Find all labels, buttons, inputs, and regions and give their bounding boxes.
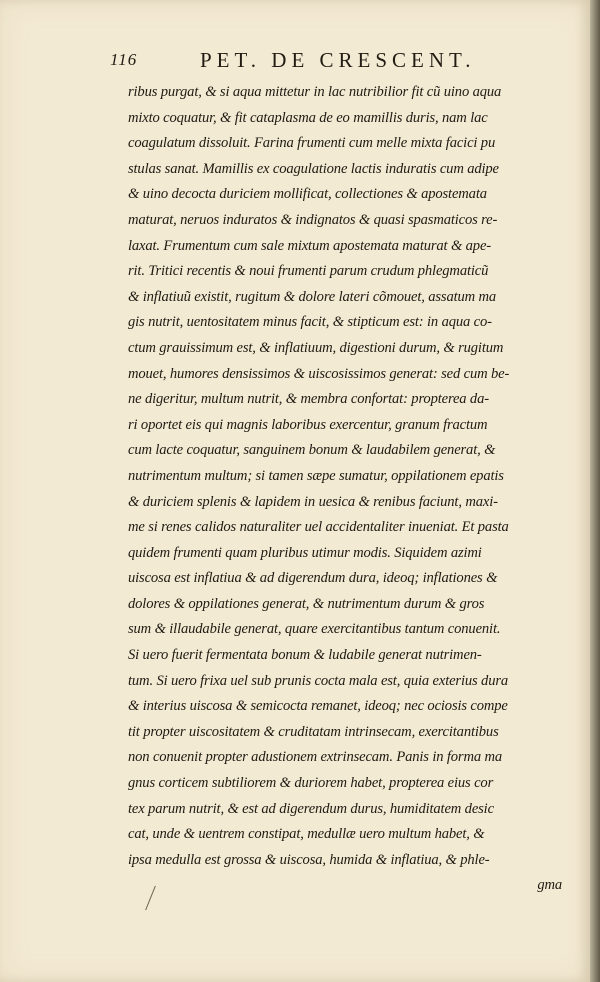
- text-line: gnus corticem subtiliorem & duriorem habet, propterea eius cor: [128, 775, 494, 792]
- text-line: & interius uiscosa & semicocta remanet, ideoq; nec ociosis compe: [128, 698, 508, 715]
- folio-number: 116: [110, 50, 138, 69]
- text-line: ri oportet eis qui magnis laboribus exercentur, granum fractum: [128, 416, 488, 433]
- text-line: ipsa medulla est grossa & uiscosa, humida & inflatiua, & phle-: [128, 851, 490, 868]
- text-line: & duriciem splenis & lapidem in uesica & renibus faciunt, maxi-: [128, 493, 498, 510]
- text-line: stulas sanat. Mamillis ex coagulatione lactis induratis cum adipe: [128, 160, 499, 177]
- text-line: tum. Si uero frixa uel sub prunis cocta mala est, quia exterius dura: [128, 672, 509, 689]
- text-line: gis nutrit, uentositatem minus facit, & stipticum est: in aqua co-: [128, 314, 492, 331]
- text-line: maturat, neruos induratos & indignatos & quasi spasmaticos re-: [128, 211, 498, 228]
- text-line: ne digeritur, multum nutrit, & membra confortat: propterea da-: [128, 391, 489, 408]
- text-line: laxat. Frumentum cum sale mixtum apostemata maturat & ape-: [128, 237, 491, 254]
- text-line: rit. Tritici recentis & noui frumenti parum crudum phlegmaticũ: [128, 263, 489, 280]
- text-line: sum & illaudabile generat, quare exercitantibus tantum conuenit.: [128, 621, 501, 638]
- page-edge: [590, 0, 600, 982]
- text-line: coagulatum dissoluit. Farina frumenti cum melle mixta facici pu: [128, 135, 496, 152]
- text-line: nutrimentum multum; si tamen sæpe sumatur, oppilationem epatis: [128, 467, 504, 484]
- text-line: quidem frumenti quam pluribus utimur modis. Siquidem azimi: [128, 544, 482, 561]
- running-head: PET. DE CRESCENT.: [200, 48, 476, 72]
- text-line: ribus purgat, & si aqua mittetur in lac nutribilior fit cũ uino aqua: [128, 84, 502, 100]
- text-line: mouet, humores densissimos & uiscosissimos generat: sed cum be-: [128, 365, 510, 382]
- text-line: & inflatiuũ existit, rugitum & dolore lateri cõmouet, assatum ma: [128, 288, 497, 305]
- text-line: me si renes calidos naturaliter uel accidentaliter inueniat. Et pasta: [128, 519, 509, 536]
- page-header: [110, 48, 550, 74]
- text-line: tex parum nutrit, & est ad digerendum durus, humiditatem desic: [128, 800, 494, 817]
- text-line: cum lacte coquatur, sanguinem bonum & laudabilem generat, &: [128, 442, 496, 459]
- text-line: dolores & oppilationes generat, & nutrimentum durum & gros: [128, 595, 485, 612]
- text-line: non conuenit propter adustionem extrinsecam. Panis in forma ma: [128, 749, 503, 766]
- body-text: [128, 80, 568, 899]
- text-line: uiscosa est inflatiua & ad digerendum dura, ideoq; inflationes &: [128, 570, 498, 587]
- text-line: cat, unde & uentrem constipat, medullæ uero multum habet, &: [128, 826, 485, 843]
- text-line: mixto coquatur, & fit cataplasma de eo mamillis duris, nam lac: [128, 109, 488, 126]
- text-line: & uino decocta duriciem mollificat, collectiones & apostemata: [128, 186, 487, 203]
- text-line: ctum grauissimum est, & inflatiuum, digestioni durum, & rugitum: [128, 339, 504, 356]
- text-line: Si uero fuerit fermentata bonum & ludabile generat nutrimen-: [128, 647, 482, 664]
- text-line: tit propter uiscositatem & cruditatam intrinsecam, exercitantibus: [128, 723, 499, 740]
- text-line: gma: [537, 877, 562, 894]
